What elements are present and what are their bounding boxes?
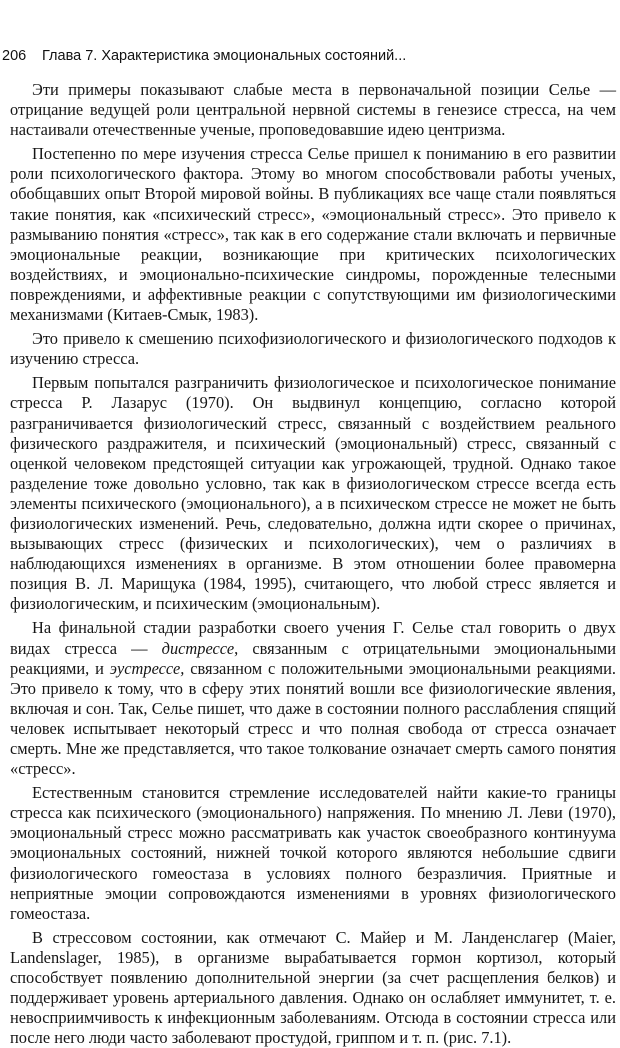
paragraph-3: Это привело к смешению психофизиологического и физиологического подходов к изучению стресса.: [10, 329, 616, 369]
term-eustress: эустрессе,: [109, 658, 185, 678]
paragraph-5-part-1: На финальной стадии разработки своего учения Г. Селье стал говорить о двух видах стресса —: [10, 618, 616, 658]
paragraph-5-part-2: , связанным с отрицательными эмоциональными реакциями, и: [10, 638, 616, 678]
paragraph-2: Постепенно по мере изучения стресса Селье пришел к пониманию в его развитии роли психологического фактора. Этому во многом способствовали работы ученых, обобщавших опыт Второй мировой войны. В публикациях все чаще стали появляться такие понятия, как «психический стресс», «эмоциональный стресс». Это привело к размыванию понятия «стресс», так как в его содержание стали включать и первичные эмоциональные реакции, возникающие при критических психологических воздействиях, и эмоционально-психические синдромы, порожденные телесными повреждениями, и аффективные реакции с сопутствующими им физиологическими механизмами (Китаев-Смык, 1983).: [10, 144, 616, 325]
paragraph-7: В стрессовом состоянии, как отмечают С. Майер и М. Ланденслагер (Maier, Landenslager, 1985), в организме вырабатывается гормон кортизол, который способствует появлению дополнительной энергии (за счет расщепления белков) и поддерживает уровень артериального давления. Однако он ослабляет иммунитет, т. е. невосприимчивость к инфекционным заболеваниям. Отсюда в состоянии стресса или после него люди часто заболевают простудой, гриппом и т. п. (рис. 7.1).: [10, 927, 616, 1048]
chapter-title: Глава 7. Характеристика эмоциональных состояний...: [42, 48, 407, 64]
paragraph-6: Естественным становится стремление исследователей найти какие-то границы стресса как психического (эмоционального) напряжения. По мнению Л. Леви (1970), эмоциональный стресс можно рассматривать как участок своеобразного континуума эмоциональных состояний, нижней точкой которого являются небольшие сдвиги физиологического гомеостаза в условиях полного безразличия. Приятные и неприятные эмоции сопровождаются изменениями в уровнях физиологического гомеостаза.: [10, 783, 616, 923]
paragraph-5-part-3: связанном с положительными эмоциональными реакциями. Это привело к тому, что в сферу этих понятий вошли все физиологические явления, включая и сон. Так, Селье пишет, что даже в состоянии полного расслабления спящий человек испытывает некоторый стресс и что полная свобода от стресса означает смерть. Мне же представляется, что такое толкование означает смерть самого понятия «стресс».: [10, 658, 616, 779]
page-number: 206: [2, 48, 27, 64]
term-distress: дистрессе: [161, 638, 235, 658]
paragraph-4: Первым попытался разграничить физиологическое и психологическое понимание стресса Р. Лазарус (1970). Он выдвинул концепцию, согласно которой разграничивается физиологический стресс, связанный с воздействием реального физического раздражителя, и психический (эмоциональный) стресс, связанный с оценкой человеком предстоящей ситуации как угрожающей, трудной. Однако такое разделение тоже довольно условно, так как в физиологическом стрессе всегда есть элементы психического (эмоционального), а в психическом стрессе не может не быть физиологических изменений. Речь, следовательно, должна идти скорее о причинах, вызывающих стресс (физических и психологических), чем о различиях в наблюдающихся изменениях в организме. В этом отношении более правомерна позиция В. Л. Марищука (1984, 1995), считающего, что любой стресс является и физиологическим, и психическим (эмоциональным).: [10, 373, 616, 614]
paragraph-1: Эти примеры показывают слабые места в первоначальной позиции Селье — отрицание ведущей роли центральной нервной системы в генезисе стресса, на чем настаивали отечественные ученые, проповедовавшие идею центризма.: [10, 80, 616, 140]
body-text: [10, 80, 616, 1048]
running-header: [2, 48, 602, 70]
paragraph-5: [10, 618, 616, 779]
